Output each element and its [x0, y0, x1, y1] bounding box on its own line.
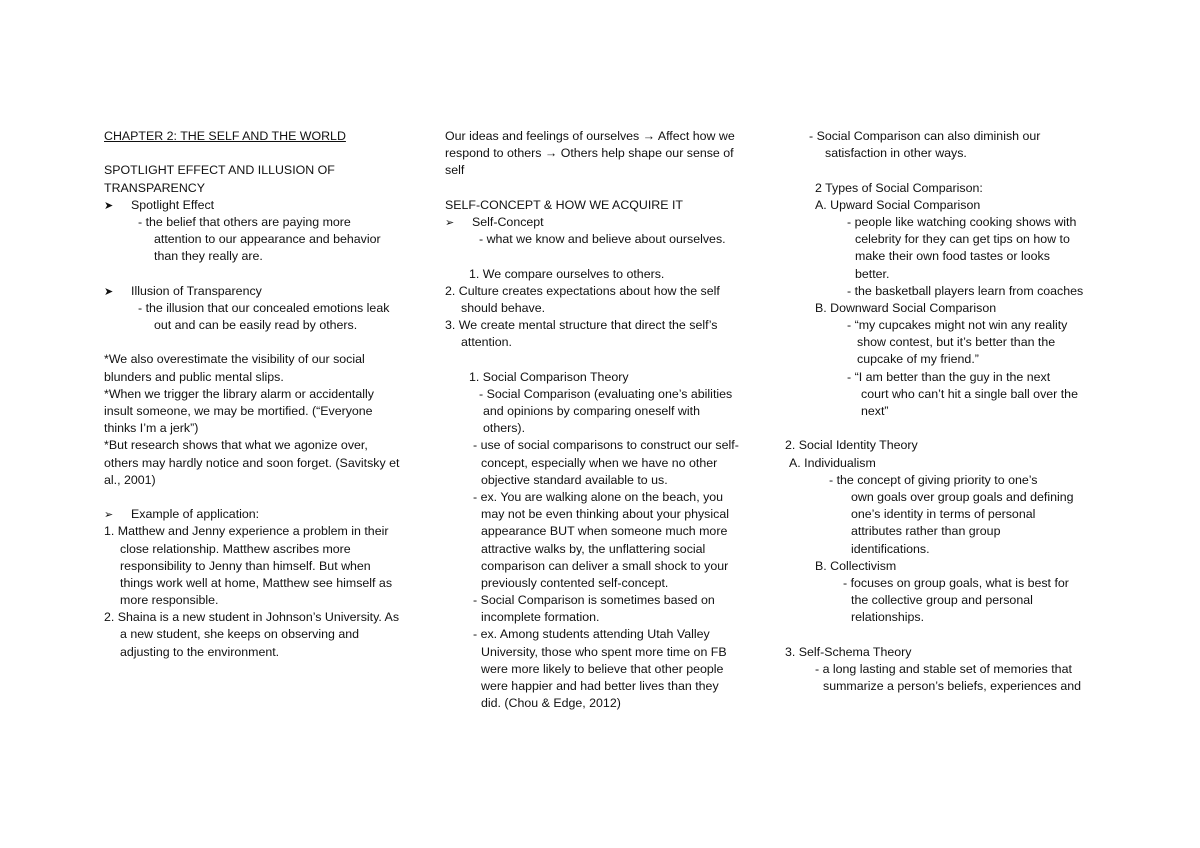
- bullet-arrow-icon: ➤: [104, 199, 114, 212]
- text-line: self: [445, 163, 465, 178]
- bullet-arrow-icon: ➤: [104, 285, 114, 298]
- text-line: identifications.: [851, 541, 930, 556]
- text-line: more responsible.: [120, 593, 219, 608]
- text-line: - Social Comparison is sometimes based on: [473, 593, 715, 608]
- text-line: others).: [483, 421, 526, 436]
- column-3: [785, 128, 1105, 695]
- text-line: 1. Matthew and Jenny experience a problem in their: [104, 524, 389, 539]
- section-heading: SELF-CONCEPT & HOW WE ACQUIRE IT: [445, 197, 683, 212]
- text-line: make their own food tastes or looks: [855, 249, 1050, 264]
- text-line: and opinions by comparing oneself with: [483, 404, 700, 418]
- text-line: out and can be easily read by others.: [154, 318, 358, 333]
- text-line: adjusting to the environment.: [120, 644, 280, 659]
- text-line: - Social Comparison can also diminish our: [809, 129, 1041, 143]
- subsection-heading: A. Upward Social Comparison: [815, 197, 981, 212]
- text-line: attractive walks by, the unflattering social: [481, 541, 706, 556]
- text-line: - “I am better than the guy in the next: [847, 369, 1051, 384]
- text-line: own goals over group goals and defining: [851, 489, 1074, 504]
- text-line: than they really are.: [154, 249, 263, 264]
- text-line: court who can’t hit a single ball over the: [861, 386, 1078, 401]
- text-line: objective standard available to us.: [481, 472, 668, 487]
- text-line: - a long lasting and stable set of memories that: [815, 661, 1072, 676]
- text-line: concept, especially when we have no other: [481, 455, 718, 470]
- text-line: summarize a person’s beliefs, experiences and: [823, 679, 1082, 693]
- text-line: close relationship. Matthew ascribes more: [120, 541, 351, 556]
- text-line: better.: [855, 266, 890, 281]
- text-line: others may hardly notice and soon forget. (Savitsky et: [104, 455, 400, 470]
- text-line: were more likely to believe that other people: [481, 661, 724, 676]
- text-line: comparison can deliver a small shock to your: [481, 558, 729, 573]
- text-line: - people like watching cooking shows with: [847, 214, 1077, 229]
- text-line: blunders and public mental slips.: [104, 369, 284, 384]
- text-line: 3. We create mental structure that direct the self’s: [445, 318, 718, 333]
- text-line: relationships.: [851, 610, 925, 625]
- text-line: al., 2001): [104, 472, 156, 487]
- text-line: previously contented self-concept.: [481, 575, 669, 590]
- text-line: responsibility to Jenny than himself. But when: [120, 558, 371, 573]
- text-line: - use of social comparisons to construct our self-: [473, 438, 739, 453]
- text-line: *But research shows that what we agonize over,: [104, 438, 368, 453]
- text-line: one’s identity in terms of personal: [851, 507, 1036, 522]
- text-line: cupcake of my friend.”: [857, 352, 979, 367]
- section-heading: SPOTLIGHT EFFECT AND ILLUSION OF: [104, 163, 335, 178]
- text-line: - “my cupcakes might not win any reality: [847, 318, 1068, 333]
- text-line: 2. Shaina is a new student in Johnson’s University. As: [104, 610, 400, 625]
- text-line: things work well at home, Matthew see himself as: [120, 575, 393, 590]
- text-line: respond to others → Others help shape our sense of: [445, 146, 734, 161]
- text-line: - Social Comparison (evaluating one’s abilities: [479, 386, 733, 401]
- bullet-self-concept: Self-Concept: [472, 214, 544, 229]
- subsection-heading: 3. Self-Schema Theory: [785, 644, 912, 659]
- text-line: attributes rather than group: [851, 524, 1001, 539]
- chapter-title: CHAPTER 2: THE SELF AND THE WORLD: [104, 129, 346, 143]
- text-line: - what we know and believe about ourselves.: [479, 232, 726, 247]
- text-line: incomplete formation.: [481, 610, 600, 625]
- text-line: 2. Culture creates expectations about how the self: [445, 283, 720, 298]
- text-line: - the illusion that our concealed emotions leak: [138, 300, 390, 315]
- subsection-heading: 1. Social Comparison Theory: [469, 369, 629, 384]
- text-line: - the concept of giving priority to one’s: [829, 472, 1038, 487]
- text-line: - ex. Among students attending Utah Valley: [473, 627, 710, 642]
- text-line: - the basketball players learn from coaches: [847, 283, 1084, 298]
- subsection-heading: 2 Types of Social Comparison:: [815, 180, 983, 195]
- text-line: insult someone, we may be mortified. (“Everyone: [104, 404, 373, 418]
- bullet-arrow-icon: ➢: [445, 216, 455, 229]
- bullet-spotlight-effect: Spotlight Effect: [131, 197, 215, 212]
- subsection-heading: B. Collectivism: [815, 558, 897, 573]
- text-line: University, those who spent more time on FB: [481, 644, 727, 659]
- text-line: attention.: [461, 335, 512, 350]
- column-2: [445, 128, 763, 712]
- text-line: appearance BUT when someone much more: [481, 524, 728, 539]
- text-line: a new student, she keeps on observing and: [120, 627, 360, 642]
- text-line: next”: [861, 404, 889, 418]
- text-line: - ex. You are walking alone on the beach, you: [473, 489, 724, 504]
- text-line: - focuses on group goals, what is best for: [843, 575, 1069, 590]
- text-line: attention to our appearance and behavior: [154, 232, 381, 247]
- section-heading: TRANSPARENCY: [104, 180, 205, 195]
- text-line: the collective group and personal: [851, 593, 1033, 608]
- text-line: Our ideas and feelings of ourselves → Affect how we: [445, 129, 735, 143]
- bullet-example: Example of application:: [131, 507, 260, 522]
- text-line: show contest, but it’s better than the: [857, 335, 1056, 350]
- text-line: thinks I’m a jerk”): [104, 421, 199, 436]
- text-line: 1. We compare ourselves to others.: [469, 266, 665, 281]
- text-line: *We also overestimate the visibility of our social: [104, 352, 365, 367]
- text-line: may not be even thinking about your physical: [481, 507, 729, 522]
- text-line: were happier and had better lives than they: [481, 679, 719, 693]
- text-line: did. (Chou & Edge, 2012): [481, 696, 621, 711]
- text-line: satisfaction in other ways.: [825, 146, 967, 161]
- text-line: celebrity for they can get tips on how to: [855, 232, 1070, 247]
- subsection-heading: B. Downward Social Comparison: [815, 300, 997, 315]
- text-line: *When we trigger the library alarm or accidentally: [104, 386, 374, 401]
- subsection-heading: 2. Social Identity Theory: [785, 438, 918, 453]
- column-1: [104, 128, 422, 661]
- bullet-illusion-of-transparency: Illusion of Transparency: [131, 283, 262, 298]
- text-line: should behave.: [461, 300, 546, 315]
- text-line: - the belief that others are paying more: [138, 214, 351, 229]
- subsection-heading: A. Individualism: [789, 455, 876, 470]
- bullet-arrow-icon: ➢: [104, 509, 114, 522]
